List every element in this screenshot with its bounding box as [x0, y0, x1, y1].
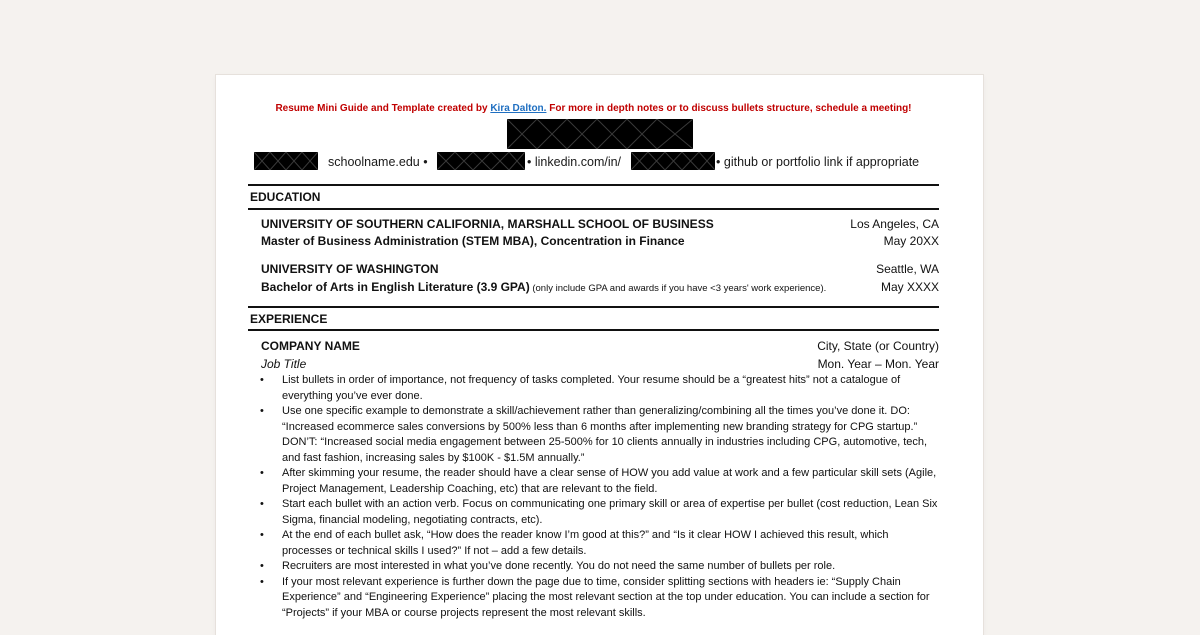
list-item — [260, 559, 939, 575]
bullet-text: Start each bullet with an action verb. Focus on communicating one primary skill or area of expertise per bullet (cost reduction, Lean Six Sigma, financial modeling, negotiating contracts, etc). — [282, 498, 938, 526]
list-item — [260, 466, 939, 497]
experience-bullets — [260, 373, 939, 621]
education-bottom-rule — [248, 208, 939, 210]
bullet-dot: • — [260, 374, 264, 386]
list-item — [260, 497, 939, 528]
edu-location-1: Los Angeles, CA — [850, 217, 939, 231]
bullet-dot: • — [260, 498, 264, 510]
edu-date-1: May 20XX — [883, 234, 939, 248]
author-link[interactable]: Kira Dalton. — [490, 103, 547, 114]
list-item — [260, 404, 939, 466]
bullet-text: If your most relevant experience is further down the page due to time, consider splitting sections with headers ie: “Supply Chain Experience” and “Engineering Experience” placing the most relevant section at the top under education. You can include a section for “Projects” if your MBA or course projects represent the most relevant skills. — [282, 575, 930, 619]
github-text: github or portfolio link if appropriate — [723, 155, 920, 169]
guide-prefix: Resume Mini Guide and Template created by — [275, 103, 491, 114]
bullet-text: Use one specific example to demonstrate a skill/achievement rather than generalizing/combining all the times you’ve done it. DO: “Increased ecommerce sales conversions by 500% less than 6 months after implementing new branding strategy for CPG startup.” DON’T: “Increased social media engagement between 25-500% for 10 clients annually in industries including CPG, automotive, tech, and fast fashion, increasing sales by $100K - $1.5M annually.” — [282, 405, 928, 464]
job-title: Job Title — [261, 357, 307, 371]
list-item — [260, 373, 939, 404]
experience-top-rule — [248, 306, 939, 308]
redacted-linkedin-handle — [631, 152, 715, 170]
bullet-text: After skimming your resume, the reader should have a clear sense of HOW you add value at work and a few particular skill sets (Agile, Project Management, Leadership Coaching, etc) that are relevant to the field. — [282, 467, 937, 495]
redacted-phone — [254, 152, 318, 170]
edu-degree-2-line — [261, 280, 826, 294]
contact-github — [716, 155, 919, 169]
list-item — [260, 575, 939, 622]
job-dates: Mon. Year – Mon. Year — [817, 357, 939, 371]
contact-linkedin — [527, 155, 621, 169]
contact-separator: • — [423, 155, 428, 169]
contact-separator: • — [716, 155, 721, 169]
bullet-dot: • — [260, 575, 264, 588]
edu-school-1: UNIVERSITY OF SOUTHERN CALIFORNIA, MARSHALL SCHOOL OF BUSINESS — [261, 217, 714, 231]
experience-bottom-rule — [248, 329, 939, 331]
company-location: City, State (or Country) — [817, 339, 939, 353]
email-domain-text: schoolname.edu — [328, 155, 420, 169]
redacted-email — [437, 152, 525, 170]
experience-heading: EXPERIENCE — [250, 312, 328, 326]
bullet-dot: • — [260, 405, 264, 417]
linkedin-text: linkedin.com/in/ — [534, 155, 622, 169]
contact-email-domain — [328, 155, 428, 169]
contact-separator: • — [527, 155, 532, 169]
edu-school-2: UNIVERSITY OF WASHINGTON — [261, 262, 439, 276]
resume-page — [216, 75, 983, 635]
guide-note — [248, 103, 939, 114]
bullet-dot: • — [260, 467, 264, 479]
education-top-rule — [248, 184, 939, 186]
edu-location-2: Seattle, WA — [876, 262, 939, 276]
guide-suffix: For more in depth notes or to discuss bullets structure, schedule a meeting! — [546, 103, 912, 114]
bullet-text: List bullets in order of importance, not frequency of tasks completed. Your resume should be a “greatest hits” not a catalogue of everything you’ve ever done. — [282, 374, 901, 402]
edu-gpa-note: (only include GPA and awards if you have <3 years' work experience). — [529, 283, 827, 294]
bullet-dot: • — [260, 529, 264, 541]
bullet-dot: • — [260, 560, 264, 572]
bullet-text: At the end of each bullet ask, “How does the reader know I’m good at this?” and “Is it clear HOW I achieved this result, which processes or technical skills I used?” If not – add a few details. — [282, 529, 889, 557]
redacted-name — [507, 119, 693, 149]
edu-degree-2: Bachelor of Arts in English Literature (3.9 GPA) — [261, 280, 530, 294]
education-heading: EDUCATION — [250, 190, 321, 204]
edu-date-2: May XXXX — [880, 280, 939, 294]
list-item — [260, 528, 939, 559]
edu-degree-1: Master of Business Administration (STEM MBA), Concentration in Finance — [261, 234, 685, 248]
company-name: COMPANY NAME — [261, 339, 360, 353]
bullet-text: Recruiters are most interested in what you’ve done recently. You do not need the same number of bullets per role. — [282, 560, 836, 572]
